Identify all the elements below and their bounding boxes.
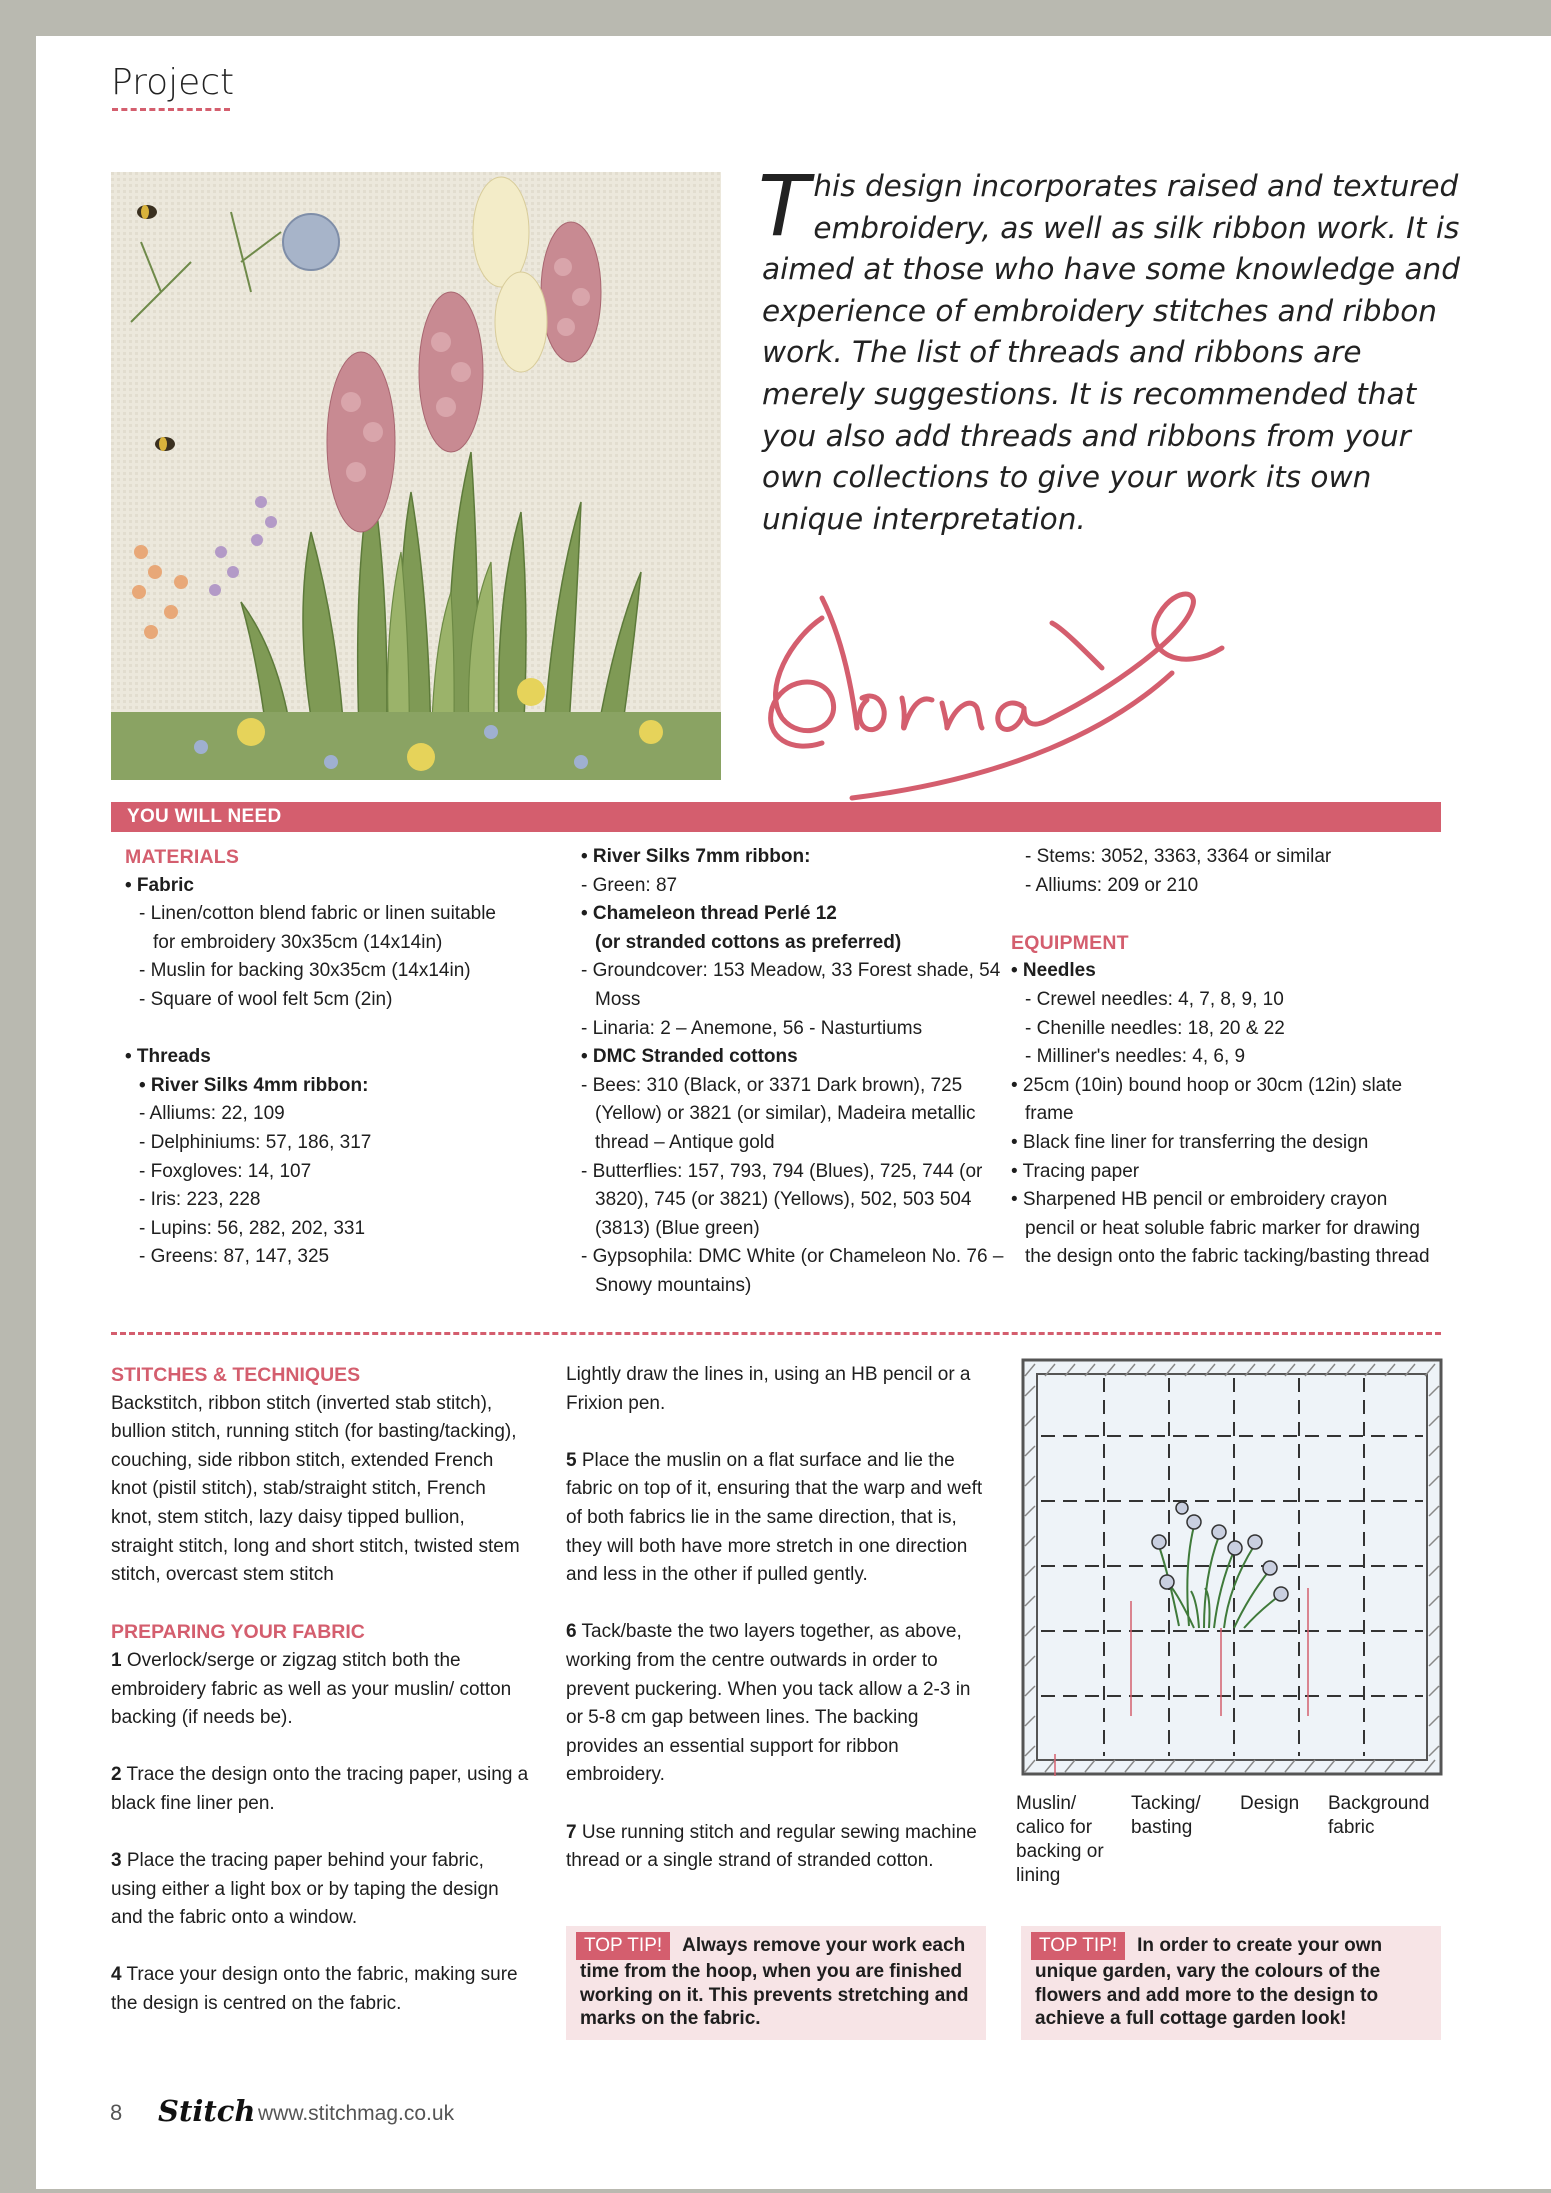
intro-paragraph: [758, 157, 1462, 540]
threads-column: [581, 843, 1021, 1301]
body-column-2: [566, 1361, 986, 1904]
list-item: - Gypsophila: DMC White (or Chameleon No. 76 – Snowy mountains): [581, 1246, 1004, 1296]
step: 2 Trace the design onto the tracing paper, using a black fine liner pen.: [111, 1764, 529, 1814]
list-item: - Bees: 310 (Black, or 3371 Dark brown), 725 (Yellow) or 3821 (or similar), Madeira metallic thread – Antique gold: [581, 1074, 976, 1153]
list-item: - Delphiniums: 57, 186, 317: [139, 1131, 372, 1153]
list-item: - Groundcover: 153 Meadow, 33 Forest shade, 54 Moss: [581, 960, 1001, 1010]
top-tip-badge: TOP TIP!: [576, 1932, 670, 1960]
top-tip-text: Always remove your work each time from the hoop, when you are finished working on it. This prevents stretching and marks on the fabric.: [580, 1935, 969, 2029]
top-tip-badge: TOP TIP!: [1031, 1932, 1125, 1960]
step: 6 Tack/baste the two layers together, as above, working from the centre outwards in order to prevent puckering. When you tack allow a 2-3 in or 5-8 cm gap between lines. The backing provides an essential support for ribbon embroidery.: [566, 1621, 971, 1786]
step: 1 Overlock/serge or zigzag stitch both the embroidery fabric as well as your muslin/ cotton backing (if needs be).: [111, 1649, 512, 1729]
step-continued: Lightly draw the lines in, using an HB pencil or a Frixion pen.: [566, 1364, 971, 1414]
list-item: - Butterflies: 157, 793, 794 (Blues), 725, 744 (or 3820), 745 (or 3821) (Yellows), 502, 503 504 (3813) (Blue green): [581, 1160, 983, 1239]
you-will-need-header: YOU WILL NEED: [111, 802, 1441, 832]
ribbon-7mm-label: • River Silks 7mm ribbon:: [581, 846, 811, 867]
list-item: - Greens: 87, 147, 325: [139, 1246, 330, 1268]
materials-heading: MATERIALS: [125, 846, 240, 868]
stitches-heading: STITCHES & TECHNIQUES: [111, 1364, 361, 1386]
dmc-label: • DMC Stranded cottons: [581, 1046, 798, 1068]
step: 5 Place the muslin on a flat surface and lie the fabric on top of it, ensuring that the warp and weft of both fabrics lie in the same direction, that is, they will both have more stretch in one direction and less in the other if pulled gently.: [566, 1449, 983, 1586]
list-item: - Crewel needles: 4, 7, 8, 9, 10: [1025, 988, 1284, 1010]
brand-logo: Stitch: [158, 2094, 256, 2128]
list-item: - Green: 87: [581, 874, 678, 896]
list-item: • 25cm (10in) bound hoop or 30cm (12in) slate frame: [1011, 1074, 1403, 1125]
tacking-diagram: [1019, 1356, 1445, 1778]
fabric-label: • Fabric: [125, 874, 194, 896]
stitches-text: Backstitch, ribbon stitch (inverted stab stitch), bullion stitch, running stitch (for basting/tacking), couching, side ribbon stitch, extended French knot (pistil stitch), stab/straight stitch, French knot, stem stitch, lazy daisy tipped bullion, straight stitch, long and short stitch, twisted stem stitch, overcast stem stitch: [111, 1392, 520, 1586]
page: [36, 36, 1551, 2189]
chameleon-label: • Chameleon thread Perlé 12: [581, 903, 837, 925]
list-item: - Chenille needles: 18, 20 & 22: [1025, 1017, 1285, 1039]
preparing-heading: PREPARING YOUR FABRIC: [111, 1621, 365, 1644]
drop-cap: T: [758, 157, 810, 255]
section-underline: [112, 108, 230, 111]
list-item: - Alliums: 22, 109: [139, 1103, 285, 1125]
list-item: - Milliner's needles: 4, 6, 9: [1025, 1046, 1246, 1068]
embroidery-illustration: [111, 172, 721, 780]
ribbon-4mm-label: • River Silks 4mm ribbon:: [139, 1074, 369, 1096]
equipment-heading: EQUIPMENT: [1011, 931, 1129, 954]
label-muslin: Muslin/ calico for backing or lining: [1016, 1793, 1104, 1886]
threads-label: • Threads: [125, 1046, 211, 1068]
label-tacking: Tacking/ basting: [1131, 1793, 1201, 1838]
list-item: - Stems: 3052, 3363, 3364 or similar: [1025, 846, 1332, 867]
top-tip-2: [1021, 1926, 1441, 2040]
list-item: - Foxgloves: 14, 107: [139, 1160, 312, 1182]
step: 7 Use running stitch and regular sewing machine thread or a single strand of stranded cotton.: [566, 1821, 977, 1872]
website-url[interactable]: www.stitchmag.co.uk: [258, 2102, 455, 2125]
list-item: • Tracing paper: [1011, 1160, 1140, 1182]
list-item: - Muslin for backing 30x35cm (14x14in): [139, 960, 471, 982]
step: 3 Place the tracing paper behind your fabric, using either a light box or by taping the design and the fabric onto a window.: [111, 1850, 499, 1929]
list-item: - Lupins: 56, 282, 202, 331: [139, 1217, 366, 1239]
list-item: - Alliums: 209 or 210: [1025, 874, 1199, 896]
bee-icon: [155, 437, 175, 451]
equipment-column: [1011, 843, 1441, 1272]
list-item: - Linaria: 2 – Anemone, 56 - Nasturtiums: [581, 1017, 923, 1039]
top-tip-text: In order to create your own unique garden, vary the colours of the flowers and add more to the design to achieve a full cottage garden look!: [1035, 1935, 1383, 2029]
list-item: • Sharpened HB pencil or embroidery crayon pencil or heat soluble fabric marker for drawing the design onto the fabric tacking/basting thread: [1011, 1189, 1430, 1268]
list-item: • Black fine liner for transferring the design: [1011, 1131, 1369, 1153]
list-item: - Iris: 223, 228: [139, 1189, 261, 1211]
needles-label: • Needles: [1011, 960, 1096, 982]
section-label: Project: [111, 62, 235, 103]
body-column-1: [111, 1361, 531, 2047]
section-divider: [111, 1332, 1441, 1335]
list-item: - Linen/cotton blend fabric or linen suitable for embroidery 30x35cm (14x14in): [139, 903, 497, 953]
chameleon-sub: (or stranded cottons as preferred): [595, 931, 902, 953]
intro-text: his design incorporates raised and textured embroidery, as well as silk ribbon work. It is aimed at those who have some knowledge and experience of embroidery stitches and ribbon work. The list of threads and ribbons are merely suggestions. It is recommended that you also add threads and ribbons from your own collections to give your work its own unique interpretation.: [762, 169, 1460, 536]
step: 4 Trace your design onto the fabric, making sure the design is centred on the fabric.: [111, 1964, 518, 2015]
label-design: Design: [1240, 1793, 1300, 1814]
top-tip-1: [566, 1926, 986, 2040]
embroidery-photo: [111, 172, 721, 780]
label-background: Background fabric: [1328, 1793, 1430, 1838]
materials-column: [125, 843, 505, 1272]
page-number: 8: [110, 2100, 123, 2125]
signature: [752, 578, 1252, 818]
list-item: - Square of wool felt 5cm (2in): [139, 988, 393, 1010]
bee-icon: [137, 205, 157, 219]
